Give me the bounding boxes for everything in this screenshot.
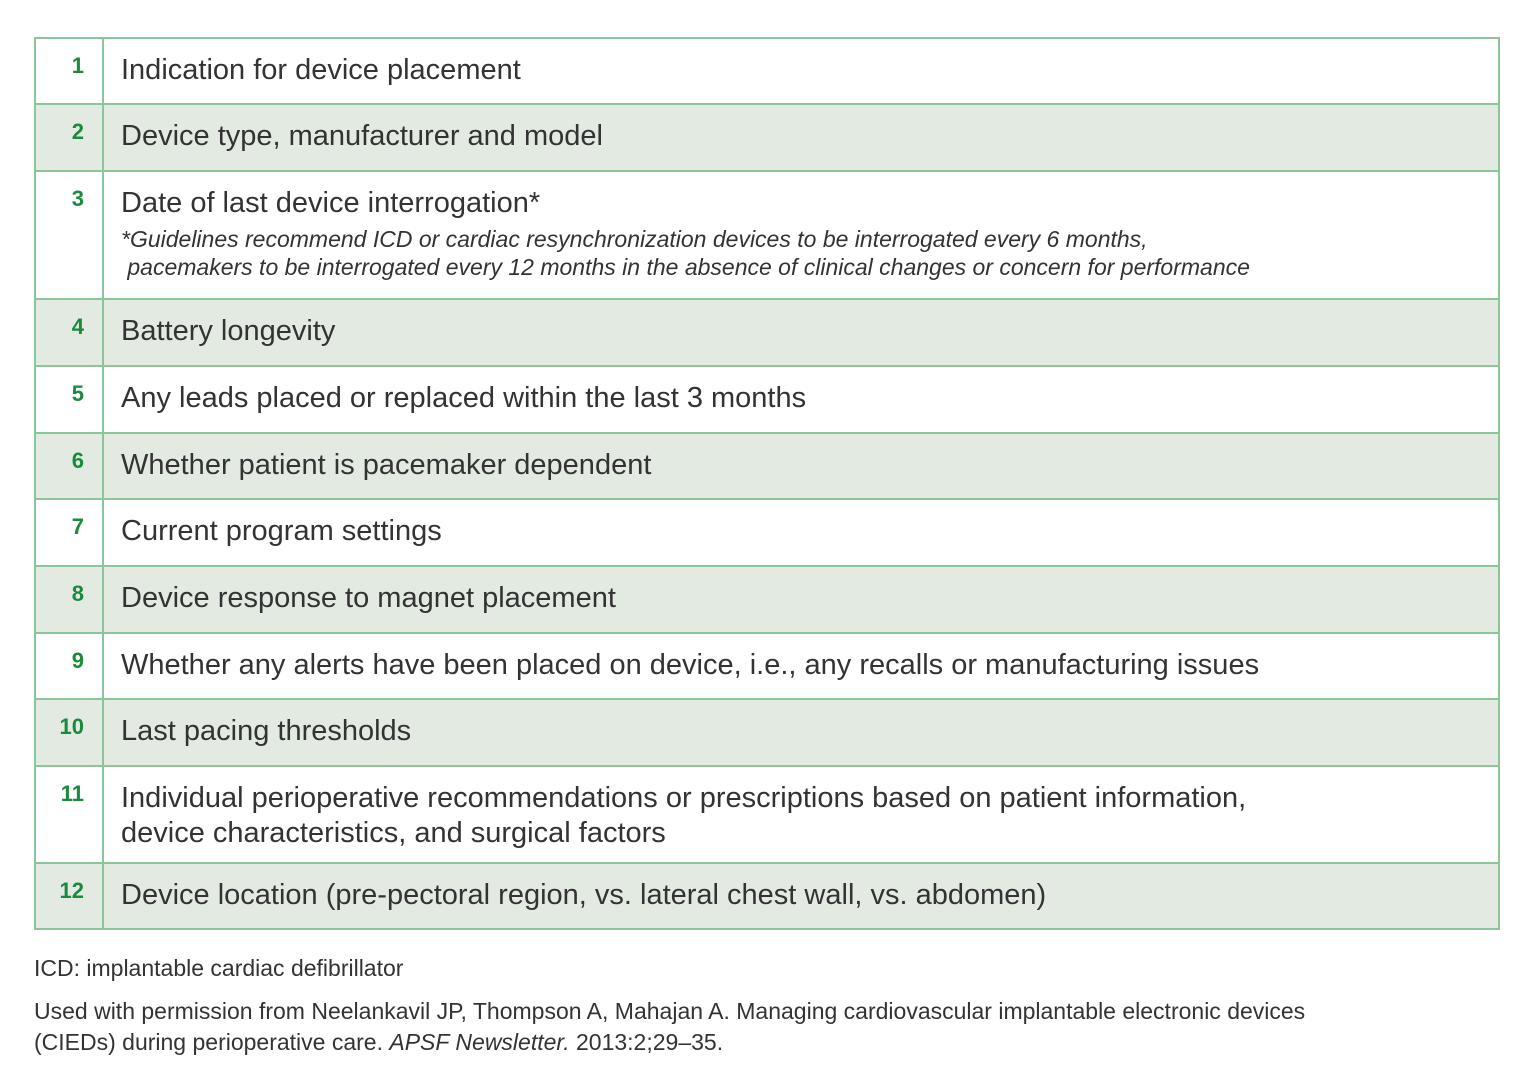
table-row <box>35 366 1499 433</box>
row-number: 1 <box>35 38 103 104</box>
table-row <box>35 766 1499 863</box>
row-number: 6 <box>35 433 103 499</box>
row-text: Whether any alerts have been placed on device, i.e., any recalls or manufacturing issues <box>103 633 1499 699</box>
row-number: 4 <box>35 299 103 366</box>
table-row <box>35 633 1499 699</box>
row-number: 5 <box>35 366 103 433</box>
row-text: Whether patient is pacemaker dependent <box>103 433 1499 499</box>
table-row <box>35 499 1499 566</box>
citation <box>34 996 1534 1058</box>
row-text-cell <box>103 171 1499 299</box>
row-text: Device location (pre-pectoral region, vs. lateral chest wall, vs. abdomen) <box>103 863 1499 929</box>
row-number: 7 <box>35 499 103 566</box>
table-row <box>35 699 1499 766</box>
row-number: 8 <box>35 566 103 633</box>
table-row <box>35 104 1499 171</box>
table-row <box>35 38 1499 104</box>
row-text: Battery longevity <box>103 299 1499 366</box>
table-row <box>35 566 1499 633</box>
table-row <box>35 171 1499 299</box>
row-text: device characteristics, and surgical factors <box>121 817 666 849</box>
row-number: 12 <box>35 863 103 929</box>
abbreviation-note: ICD: implantable cardiac defibrillator <box>34 955 404 981</box>
row-text: Indication for device placement <box>103 38 1499 104</box>
row-text: Device response to magnet placement <box>103 566 1499 633</box>
row-number: 3 <box>35 171 103 299</box>
citation-line: Used with permission from Neelankavil JP, Thompson A, Mahajan A. Managing cardiovascular implantable electronic devices <box>34 998 1306 1024</box>
table-row <box>35 863 1499 929</box>
footnote-line: *Guidelines recommend ICD or cardiac resynchronization devices to be interrogated every 6 months, <box>121 226 1148 252</box>
row-text: Device type, manufacturer and model <box>103 104 1499 171</box>
row-number: 10 <box>35 699 103 766</box>
footnote-line: pacemakers to be interrogated every 12 months in the absence of clinical changes or concern for performance <box>121 254 1250 280</box>
citation-text: 2013:2;29–35. <box>569 1029 724 1055</box>
citation-text: (CIEDs) during perioperative care. <box>34 1029 390 1055</box>
row-text: Any leads placed or replaced within the last 3 months <box>103 366 1499 433</box>
journal-name: APSF Newsletter. <box>389 1029 570 1055</box>
row-text: Current program settings <box>103 499 1499 566</box>
table-row <box>35 433 1499 499</box>
row-number: 2 <box>35 104 103 171</box>
row-text: Date of last device interrogation* <box>121 187 541 219</box>
row-text-cell <box>103 766 1499 863</box>
footnote-text <box>121 225 1488 281</box>
row-number: 9 <box>35 633 103 699</box>
row-number: 11 <box>35 766 103 863</box>
row-text: Individual perioperative recommendations or prescriptions based on patient information, <box>121 782 1247 814</box>
table-row <box>35 299 1499 366</box>
citation-line <box>34 1027 1534 1058</box>
row-text: Last pacing thresholds <box>103 699 1499 766</box>
device-info-table <box>34 37 1500 930</box>
